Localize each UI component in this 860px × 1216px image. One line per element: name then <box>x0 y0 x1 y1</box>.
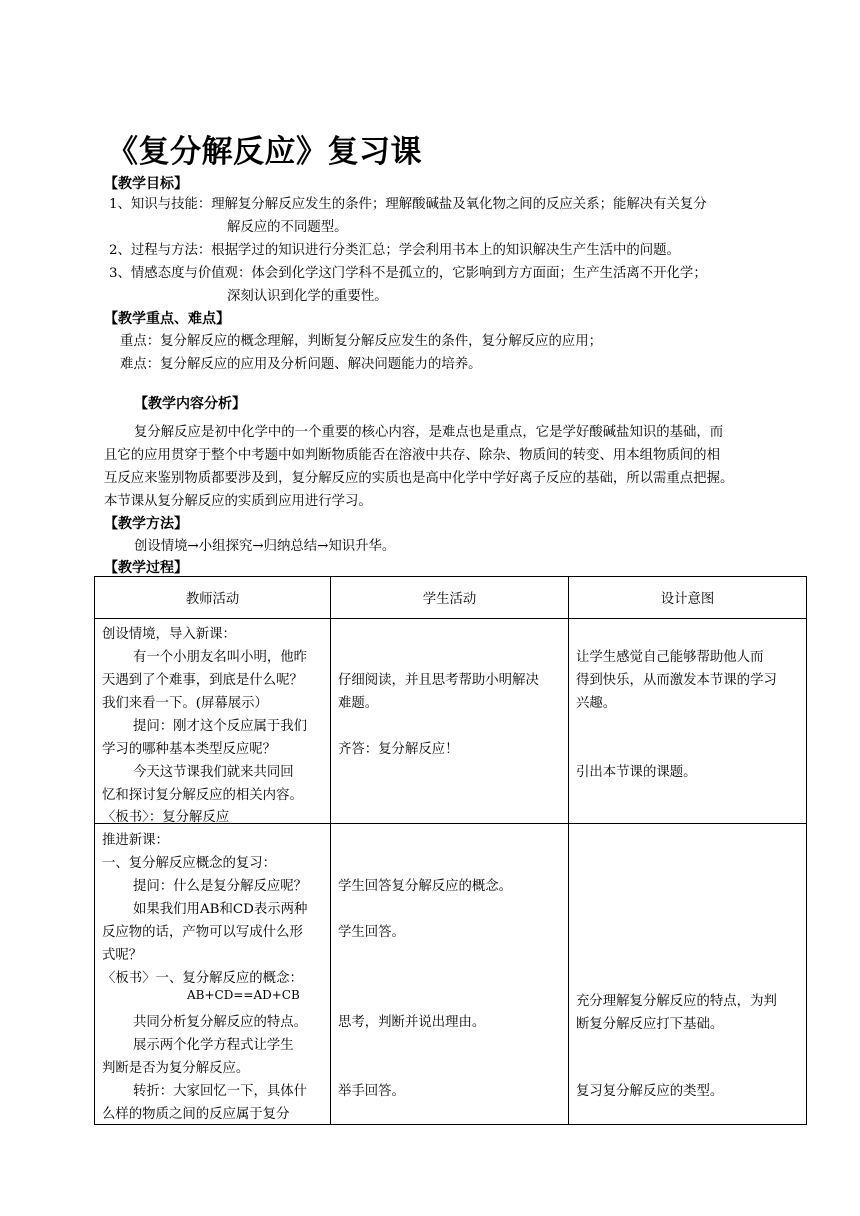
cell-line: 举手回答。 <box>338 1084 405 1099</box>
cell-line: 学生回答复分解反应的概念。 <box>338 879 513 894</box>
cell-line: 难题。 <box>338 696 379 711</box>
cell-line: 得到快乐，从而激发本节课的学习 <box>576 673 777 688</box>
cell-line: 学习的哪种基本类型反应呢？ <box>102 742 277 757</box>
column-header-student: 学生活动 <box>331 577 569 619</box>
cell-line: 我们来看一下。(屏幕展示） <box>102 696 268 711</box>
process-heading: 【教学过程】 <box>104 560 188 576</box>
cell-line: 么样的物质之间的反应属于复分 <box>102 1107 290 1122</box>
objectives-heading: 【教学目标】 <box>104 176 188 192</box>
cell-line: 式呢？ <box>102 948 143 963</box>
student-cell <box>331 824 569 1125</box>
cell-line: 学生回答。 <box>338 925 405 940</box>
page-title: 《复分解反应》复习课 <box>107 134 422 170</box>
table-row <box>95 824 807 1125</box>
table-row <box>95 619 807 824</box>
formula-line: AB+CD==AD+CB <box>187 988 300 1002</box>
cell-line: 有一个小朋友名叫小明，他昨 <box>133 650 308 665</box>
cell-line: 忆和探讨复分解反应的相关内容。 <box>102 788 303 803</box>
method-heading: 【教学方法】 <box>104 516 188 532</box>
cell-line: 今天这节课我们就来共同回 <box>133 765 294 780</box>
analysis-line-3: 互反应来鉴别物质都要涉及到，复分解反应的实质也是高中化学中学好离子反应的基础，所以需重点把握。 <box>104 471 734 486</box>
objective-1-line1: 1、知识与技能：理解复分解反应发生的条件；理解酸碱盐及氧化物之间的反应关系；能解决有关复分 <box>109 197 707 212</box>
column-header-teacher: 教师活动 <box>95 577 331 619</box>
cell-line: 〈板书〉：复分解反应 <box>102 810 230 823</box>
cell-line: 让学生感觉自己能够帮助他人而 <box>576 650 764 665</box>
process-table <box>94 576 807 1125</box>
cell-line: 充分理解复分解反应的特点，为判 <box>576 994 777 1009</box>
cell-line: 推进新课： <box>102 833 169 848</box>
cell-line: 〈板书〉一、复分解反应的概念： <box>102 971 303 986</box>
content-analysis-heading: 【教学内容分析】 <box>134 396 246 412</box>
cell-line: 提问：什么是复分解反应呢？ <box>133 879 308 894</box>
difficult-point: 难点：复分解反应的应用及分析问题、解决问题能力的培养。 <box>120 357 482 372</box>
key-point: 重点：复分解反应的概念理解，判断复分解反应发生的条件，复分解反应的应用； <box>120 334 603 349</box>
teacher-cell <box>95 824 331 1125</box>
analysis-line-2: 且它的应用贯穿于整个中考题中如判断物质能否在溶液中共存、除杂、物质间的转变、用本组物质间的相 <box>104 448 720 463</box>
analysis-line-4: 本节课从复分解反应的实质到应用进行学习。 <box>104 494 372 509</box>
cell-line: 兴趣。 <box>576 696 617 711</box>
cell-line: 天遇到了个难事，到底是什么呢？ <box>102 673 303 688</box>
intent-cell <box>569 824 807 1125</box>
table-header-row <box>95 577 807 619</box>
cell-line: 复习复分解反应的类型。 <box>576 1084 724 1099</box>
cell-line: 如果我们用AB和CD表示两种 <box>133 902 308 917</box>
column-header-intent: 设计意图 <box>569 577 807 619</box>
cell-line: 共同分析复分解反应的特点。 <box>133 1015 308 1030</box>
cell-line: 仔细阅读，并且思考帮助小明解决 <box>338 673 539 688</box>
cell-line: 一、复分解反应概念的复习： <box>102 856 277 871</box>
teacher-cell <box>95 619 331 824</box>
cell-line: 引出本节课的课题。 <box>576 765 697 780</box>
cell-line: 转折：大家回忆一下，具体什 <box>133 1084 308 1099</box>
objective-3-line1: 3、情感态度与价值观：体会到化学这门学科不是孤立的，它影响到方方面面；生产生活离不开化学； <box>109 266 707 281</box>
cell-line: 判断是否为复分解反应。 <box>102 1061 250 1076</box>
cell-line: 提问：刚才这个反应属于我们 <box>133 719 308 734</box>
objective-1-line2: 解反应的不同题型。 <box>227 220 348 235</box>
cell-line: 反应物的话，产物可以写成什么形 <box>102 925 303 940</box>
cell-line: 思考，判断并说出理由。 <box>338 1015 486 1030</box>
cell-line: 创设情境，导入新课： <box>102 627 236 642</box>
analysis-line-1: 复分解反应是初中化学中的一个重要的核心内容，是难点也是重点，它是学好酸碱盐知识的基础，而 <box>134 425 724 440</box>
cell-line: 齐答：复分解反应！ <box>338 742 459 757</box>
cell-line: 断复分解反应打下基础。 <box>576 1017 724 1032</box>
method-text: 创设情境→小组探究→归纳总结→知识升华。 <box>134 539 396 554</box>
student-cell <box>331 619 569 824</box>
intent-cell <box>569 619 807 824</box>
cell-line: 展示两个化学方程式让学生 <box>133 1038 294 1053</box>
objective-2: 2、过程与方法：根据学过的知识进行分类汇总；学会利用书本上的知识解决生产生活中的问题。 <box>109 243 680 258</box>
key-points-heading: 【教学重点、难点】 <box>104 311 230 327</box>
objective-3-line2: 深刻认识到化学的重要性。 <box>227 289 388 304</box>
